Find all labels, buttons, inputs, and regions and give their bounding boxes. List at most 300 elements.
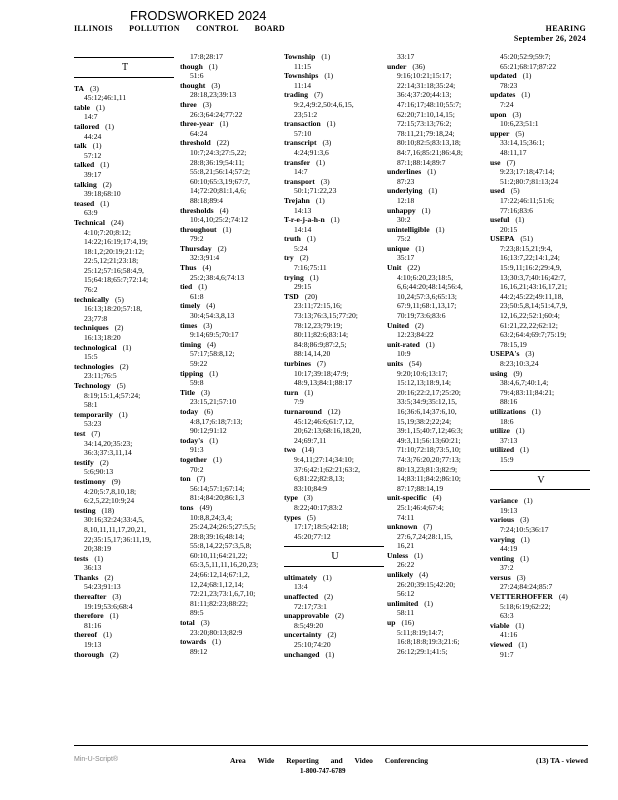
occurrence-count: (1)	[103, 630, 112, 640]
index-entry	[284, 513, 386, 542]
occurrence-count: (6)	[204, 406, 214, 416]
occurrence-count: (54)	[409, 359, 422, 368]
page-line-refs: 30:16;32:24;33:4,5,	[84, 515, 144, 525]
index-entry	[490, 573, 592, 592]
occurrence-count: (9)	[513, 368, 523, 378]
index-column-4	[387, 52, 489, 656]
page-line-refs: 4:10;6:20,23;18:5,	[397, 272, 454, 282]
page-line-refs: 8:19;15:1,4;57:24;	[84, 390, 141, 400]
page-line-refs: 4:20;5:7,8,10,18;	[84, 486, 137, 496]
page-line-refs: 16;13:7,22;14:1,24;	[500, 253, 560, 263]
index-word: though	[180, 61, 203, 71]
page-line-refs: 8:22;40:17;83:2	[294, 502, 343, 512]
occurrence-count: (1)	[316, 157, 326, 167]
page-line-refs: 72:21,23;73:1,6,7,10;	[190, 589, 256, 599]
index-word: technically	[74, 294, 110, 304]
index-word: Unless	[387, 550, 409, 560]
page-line-refs: 48:9,13;84:1;88:17	[294, 378, 353, 388]
index-entry	[490, 129, 592, 158]
footer-brand: Min-U-Script®	[74, 756, 119, 763]
occurrence-count: (1)	[321, 52, 331, 61]
page-line-refs: 25:1;46:4;67:4;	[397, 502, 444, 512]
index-word: variance	[490, 496, 518, 506]
page-line-refs: 11:14	[294, 80, 312, 90]
page-line-refs: 6,6;44:20;48:14;56:4,	[397, 282, 463, 292]
page-line-refs: 72:15;73:13;76:2;	[397, 119, 452, 129]
page-line-refs: 63:2;64:4;69:7;75:19;	[500, 330, 567, 340]
page-line-refs: 87:23	[397, 176, 415, 186]
index-entry	[490, 90, 592, 109]
page-line-refs: 83:10;84:9	[294, 483, 327, 493]
occurrence-count: (2)	[109, 649, 119, 659]
index-entry	[74, 122, 176, 141]
index-entry	[490, 52, 592, 71]
index-word: underlying	[387, 186, 423, 196]
index-word: Thus	[180, 263, 197, 273]
index-entry	[284, 119, 386, 138]
page-line-refs: 62:20;71:10,14,15;	[397, 109, 455, 119]
index-entry	[284, 493, 386, 512]
occurrence-count: (3)	[320, 176, 330, 186]
page-line-refs: 65:3,5,11,11,16,20,23;	[190, 560, 259, 570]
index-entry	[490, 407, 592, 426]
page-line-refs: 63:3	[500, 611, 514, 621]
index-word: Unit	[387, 263, 402, 273]
page-line-refs: 17:8;28:17	[190, 52, 223, 61]
occurrence-count: (36)	[412, 61, 426, 71]
occurrence-count: (1)	[322, 572, 332, 582]
index-word: thorough	[74, 649, 104, 659]
page-line-refs: 15:9	[500, 454, 514, 464]
index-entry	[490, 621, 592, 640]
index-entry	[387, 359, 489, 493]
page-line-refs: 88:16	[500, 397, 518, 407]
index-word: used	[490, 186, 505, 196]
page-line-refs: 14;83:11;84:2;86:10;	[397, 474, 461, 484]
page-line-refs: 23;50:5,8,14;51:4,7,9,	[500, 301, 568, 311]
page-line-refs: 10,24;57:3,6;65:13;	[397, 291, 457, 301]
page-line-refs: 79:2	[190, 234, 204, 244]
page-line-refs: 76:2	[84, 285, 98, 295]
index-word: today	[180, 406, 199, 416]
index-word: Technical	[74, 217, 105, 227]
index-word: utilizations	[490, 406, 526, 416]
page-line-refs: 33:17	[397, 52, 415, 61]
index-entry	[284, 234, 386, 253]
page-line-refs: 56:12	[397, 589, 415, 599]
page-line-refs: 78:15,19	[500, 339, 527, 349]
index-entry	[284, 253, 386, 272]
page-line-refs: 74:11	[397, 512, 415, 522]
page-line-refs: 39:18;68:10	[84, 189, 121, 199]
page-line-refs: 23;51:2	[294, 109, 318, 119]
index-word: timely	[180, 301, 201, 311]
index-entry	[74, 218, 176, 295]
page-line-refs: 14:13	[294, 205, 312, 215]
index-entry	[180, 388, 282, 407]
index-column-3	[284, 52, 386, 659]
occurrence-count: (4)	[558, 592, 568, 602]
page-line-refs: 16:8;18:8;19:3;21:6;	[397, 637, 460, 647]
index-word: trying	[284, 272, 304, 282]
page-line-refs: 15:5	[84, 352, 98, 362]
page-line-refs: 37:13	[500, 435, 518, 445]
index-entry	[180, 100, 282, 119]
index-entry	[284, 592, 386, 611]
page-line-refs: 60:10;65:3,19;67:7,	[190, 176, 250, 186]
page-line-refs: 88:18;89:4	[190, 195, 223, 205]
occurrence-count: (7)	[91, 428, 101, 438]
index-entry	[180, 321, 282, 340]
page-line-refs: 36:3;37:3,11,14	[84, 448, 132, 458]
index-entry	[490, 592, 592, 621]
index-entry	[284, 196, 386, 215]
index-entry	[180, 244, 282, 263]
page-line-refs: 4:8,17;6:18;7:13;	[190, 416, 243, 426]
page-line-refs: 48:11,17	[500, 147, 527, 157]
index-entry	[180, 474, 282, 503]
page-line-refs: 14:7	[294, 167, 308, 177]
page-line-refs: 20;62:13;68:16,18,20,	[294, 426, 362, 436]
index-entry	[490, 554, 592, 573]
index-word: using	[490, 368, 508, 378]
page-line-refs: 78:12,23;79:19;	[294, 320, 343, 330]
index-word: Thursday	[180, 243, 212, 253]
index-entry	[180, 206, 282, 225]
index-entry	[387, 570, 489, 599]
index-word: test	[74, 428, 86, 438]
index-word: unknown	[387, 522, 418, 532]
index-word: three-year	[180, 119, 214, 129]
index-entry	[284, 573, 386, 592]
footer-phone: 1-800-747-6789	[300, 767, 346, 775]
page-line-refs: 81:11;82:23;88:22;	[190, 598, 248, 608]
index-word: thereof	[74, 630, 98, 640]
index-word: tied	[180, 282, 193, 292]
index-word: tailored	[74, 121, 100, 131]
index-word: thought	[180, 80, 206, 90]
page-line-refs: 20:15	[500, 224, 518, 234]
occurrence-count: (1)	[92, 141, 102, 151]
index-entry	[490, 445, 592, 464]
occurrence-count: (1)	[219, 119, 229, 129]
occurrence-count: (3)	[520, 515, 529, 525]
index-word: type	[284, 493, 298, 503]
index-entry	[180, 637, 282, 656]
page-line-refs: 45:12;46:6;61:7,12,	[294, 416, 354, 426]
index-word: unaffected	[284, 592, 319, 602]
index-word: Title	[180, 387, 196, 397]
page-line-refs: 54:23;91:13	[84, 582, 121, 592]
index-entry	[74, 103, 176, 122]
page-line-refs: 80:10;82:5;83:13,18;	[397, 138, 461, 148]
page-line-refs: 57:12	[84, 150, 102, 160]
index-word: Townships	[284, 71, 319, 81]
occurrence-count: (1)	[414, 550, 423, 560]
occurrence-count: (3)	[211, 80, 221, 90]
index-word: various	[490, 515, 515, 525]
occurrence-count: (2)	[324, 592, 334, 602]
occurrence-count: (20)	[304, 291, 318, 301]
occurrence-count: (1)	[213, 454, 222, 464]
page-line-refs: 55:8,21;56:14;57:2;	[190, 167, 251, 177]
index-word: talked	[74, 160, 95, 170]
occurrence-count: (5)	[306, 512, 316, 522]
page-line-refs: 25:12;57:16;58:4,9,	[84, 265, 144, 275]
page-line-refs: 7:24	[500, 99, 514, 109]
occurrence-count: (12)	[327, 406, 341, 416]
index-entry	[490, 158, 592, 187]
index-word: tests	[74, 553, 89, 563]
occurrence-count: (1)	[315, 195, 325, 205]
index-entry	[284, 52, 386, 71]
index-entry	[74, 141, 176, 160]
footer-page-range: (13) TA - viewed	[535, 756, 588, 765]
index-entry	[74, 199, 176, 218]
occurrence-count: (7)	[317, 359, 326, 368]
page-line-refs: 47:16;17;48:10;55:7;	[397, 99, 462, 109]
page-line-refs: 10:6,23;51:1	[500, 119, 539, 129]
file-stamp: FRODSWORKED 2024	[130, 8, 267, 23]
index-word: USEPA	[490, 234, 515, 244]
index-entry	[387, 599, 489, 618]
index-word: United	[387, 320, 409, 330]
index-word: thereafter	[74, 592, 107, 602]
page-line-refs: 87:1;88:14;89:7	[397, 157, 446, 167]
occurrence-count: (24)	[110, 217, 124, 227]
index-word: transfer	[284, 157, 311, 167]
page-line-refs: 24;66:12,14;67:1,2,	[190, 570, 250, 580]
page-line-refs: 8:23;10:3,24	[500, 359, 539, 368]
index-entry	[387, 244, 489, 263]
occurrence-count: (1)	[304, 387, 314, 397]
page-line-refs: 41:16	[500, 630, 518, 640]
page-line-refs: 28:18,23;39:13	[190, 90, 237, 100]
occurrence-count: (1)	[520, 534, 530, 544]
index-entry	[284, 177, 386, 196]
index-word: testing	[74, 505, 96, 515]
page-line-refs: 5:11;8:19;14:7;	[397, 627, 444, 637]
occurrence-count: (1)	[515, 620, 525, 630]
occurrence-count: (2)	[299, 253, 309, 263]
occurrence-count: (1)	[520, 553, 529, 563]
index-word: teased	[74, 198, 95, 208]
occurrence-count: (49)	[199, 502, 213, 512]
occurrence-count: (4)	[202, 263, 212, 273]
occurrence-count: (1)	[212, 637, 222, 647]
occurrence-count: (3)	[516, 572, 526, 582]
index-word: TA	[74, 83, 84, 93]
occurrence-count: (4)	[219, 205, 229, 215]
page-line-refs: 65:21;68:17;87:22	[500, 61, 557, 71]
occurrence-count: (14)	[301, 445, 315, 455]
index-word: transport	[284, 176, 315, 186]
page-line-refs: 45:12;46:1,11	[84, 93, 127, 103]
occurrence-count: (2)	[217, 243, 227, 253]
footer-company: Area Wide Reporting and Video Conferencing	[230, 756, 428, 765]
index-word: use	[490, 157, 501, 167]
page-line-refs: 36:13	[84, 563, 102, 573]
index-entry	[74, 458, 176, 477]
index-entry	[74, 611, 176, 630]
page-line-refs: 72:17;73:1	[294, 601, 327, 611]
index-entry	[74, 592, 176, 611]
index-entry	[387, 263, 489, 321]
index-entry	[387, 618, 489, 656]
page-line-refs: 39:1,15;40:7,12;46:3;	[397, 426, 463, 436]
index-entry	[490, 496, 592, 515]
page-line-refs: 15:9,11;16:2;29:4,9,	[500, 263, 562, 273]
occurrence-count: (3)	[201, 387, 210, 397]
index-word: Township	[284, 52, 316, 61]
section-letter: U	[331, 551, 339, 563]
page-line-refs: 49:3,11;56:13;60:21;	[397, 435, 461, 445]
page-line-refs: 61:8	[190, 291, 204, 301]
index-entry	[74, 343, 176, 362]
page-line-refs: 35:17	[397, 253, 415, 263]
occurrence-count: (1)	[100, 160, 110, 170]
occurrence-count: (18)	[101, 505, 115, 515]
occurrence-count: (2)	[102, 179, 112, 189]
index-entry	[387, 225, 489, 244]
index-word: total	[180, 618, 195, 628]
index-word: truth	[284, 234, 301, 244]
page-line-refs: 27:6,7,24;28:1,15,	[397, 531, 453, 541]
index-word: turn	[284, 387, 299, 397]
index-entry	[387, 52, 489, 62]
occurrence-count: (51)	[520, 234, 533, 244]
index-word: unit-rated	[387, 339, 420, 349]
occurrence-count: (1)	[522, 71, 532, 81]
page-line-refs: 9:2,4;9:2,50:4,6,15,	[294, 99, 354, 109]
index-entry	[490, 349, 592, 368]
occurrence-count: (3)	[203, 320, 213, 330]
index-word: types	[284, 512, 301, 522]
occurrence-count: (2)	[414, 320, 424, 330]
occurrence-count: (1)	[309, 272, 319, 282]
index-entry	[387, 340, 489, 359]
occurrence-count: (2)	[99, 457, 109, 467]
index-entry	[490, 369, 592, 407]
occurrence-count: (2)	[119, 361, 129, 371]
index-word: updated	[490, 71, 517, 81]
page-line-refs: 39:17	[84, 169, 102, 179]
occurrence-count: (1)	[427, 167, 437, 177]
occurrence-count: (4)	[207, 339, 216, 349]
page-line-refs: 59:8	[190, 378, 204, 388]
index-entry	[284, 138, 386, 157]
index-entry	[284, 359, 386, 388]
occurrence-count: (5)	[116, 381, 126, 390]
page-line-refs: 84:7,16;85:21;86:4,8;	[397, 147, 463, 157]
page-line-refs: 29:15	[294, 282, 312, 292]
page-line-refs: 8,10,11,11,17,20,21,	[84, 524, 147, 534]
index-entry	[74, 295, 176, 324]
index-entry	[387, 62, 489, 168]
occurrence-count: (3)	[200, 618, 210, 628]
page-line-refs: 6:2,5,22;10:9;24	[84, 496, 135, 506]
page-line-refs: 26:12;29:1;41:5;	[397, 646, 448, 656]
page-line-refs: 15,19;38:2;22;24;	[397, 416, 452, 426]
occurrence-count: (2)	[114, 323, 124, 333]
index-word: talk	[74, 141, 87, 151]
occurrence-count: (3)	[322, 138, 332, 148]
index-word: tons	[180, 502, 194, 512]
page-line-refs: 18:1,2;20:19;21:12;	[84, 246, 145, 256]
page-line-refs: 51:6	[190, 71, 204, 81]
page-line-refs: 22:14;31:18;35:24;	[397, 80, 456, 90]
index-word: ton	[180, 474, 191, 484]
occurrence-count: (2)	[104, 572, 114, 582]
occurrence-count: (7)	[196, 474, 206, 484]
page-line-refs: 27:24;84:24;85:7	[500, 582, 553, 592]
page-line-refs: 14:7	[84, 112, 98, 122]
index-word: unchanged	[284, 649, 320, 659]
index-entry	[180, 52, 282, 62]
index-entry	[284, 388, 386, 407]
occurrence-count: (1)	[222, 224, 232, 234]
index-column-5	[490, 52, 592, 659]
occurrence-count: (1)	[424, 598, 434, 608]
index-word: talking	[74, 179, 97, 189]
occurrence-count: (3)	[512, 109, 522, 119]
index-word: USEPA's	[490, 349, 520, 359]
index-entry	[180, 503, 282, 618]
occurrence-count: (1)	[521, 90, 531, 100]
occurrence-count: (7)	[423, 522, 433, 532]
index-word: threshold	[180, 138, 211, 148]
index-word: viewed	[490, 640, 513, 650]
index-entry	[490, 515, 592, 534]
index-word: timing	[180, 339, 202, 349]
index-entry	[284, 215, 386, 234]
index-entry	[180, 618, 282, 637]
index-entry	[490, 110, 592, 129]
header-hearing-date: September 26, 2024	[513, 34, 586, 43]
index-entry	[284, 90, 386, 119]
index-entry	[74, 323, 176, 342]
occurrence-count: (1)	[109, 611, 119, 621]
page-line-refs: 10:9	[397, 349, 411, 359]
page-line-refs: 15:12,13;18:9,14;	[397, 378, 452, 388]
page-line-refs: 33:5;34:9;35:12,15,	[397, 397, 457, 407]
page-line-refs: 55:8,14,22;57:3,5,8;	[190, 541, 252, 551]
occurrence-count: (22)	[407, 263, 421, 273]
occurrence-count: (1)	[518, 640, 528, 650]
index-word: uncertainty	[284, 630, 322, 640]
page-line-refs: 26:20;39:15;42:20;	[397, 579, 456, 589]
index-word: underlines	[387, 167, 422, 177]
index-word: utilized	[490, 445, 515, 455]
page-line-refs: 25:24,24;26:5;27:5,5;	[190, 522, 256, 532]
page-line-refs: 38:4,6,7;40:1,4;	[500, 378, 549, 388]
occurrence-count: (1)	[435, 224, 445, 234]
page-line-refs: 89:5	[190, 608, 204, 618]
occurrence-count: (1)	[421, 205, 431, 215]
page-line-refs: 4:10;7:20;8:12;	[84, 227, 131, 237]
page-line-refs: 73:13;76:3,15;77:20;	[294, 311, 358, 321]
page-line-refs: 60:10,11;64:21,22;	[190, 550, 248, 560]
index-entry	[180, 340, 282, 369]
index-word: technologies	[74, 361, 114, 371]
occurrence-count: (5)	[115, 294, 124, 304]
index-entry	[74, 180, 176, 199]
index-entry	[74, 381, 176, 410]
section-rule	[490, 489, 590, 490]
section-rule	[74, 77, 174, 78]
page-line-refs: 59:22	[190, 359, 208, 368]
index-entry	[74, 429, 176, 458]
